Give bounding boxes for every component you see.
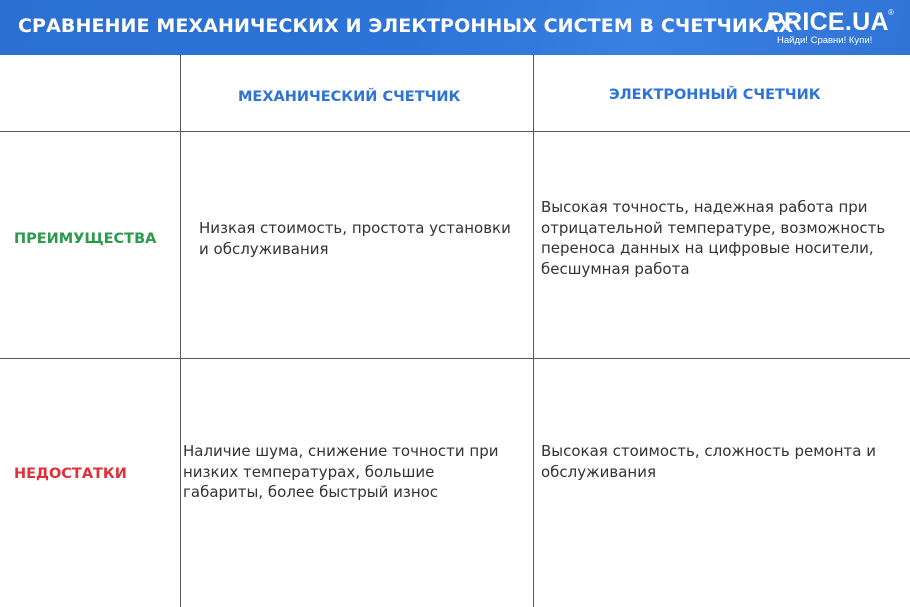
cell-line: Высокая стоимость, сложность ремонта и — [541, 442, 876, 460]
cell-disadvantages-electronic — [541, 441, 876, 482]
cell-advantages-electronic — [541, 197, 885, 279]
logo-slogan: Найди! Сравни! Купи! — [777, 35, 873, 46]
cell-line: отрицательной температуре, возможность — [541, 218, 886, 237]
cell-line: габариты, более быстрый износ — [183, 483, 439, 501]
cell-advantages-mechanical — [199, 218, 511, 259]
row-label-disadvantages: НЕДОСТАТКИ — [14, 466, 127, 482]
page-title: СРАВНЕНИЕ МЕХАНИЧЕСКИХ И ЭЛЕКТРОННЫХ СИСТЕМ В СЧЕТЧИКАХ — [18, 15, 794, 37]
cell-line: и обслуживания — [199, 239, 329, 258]
row-divider-1 — [0, 131, 910, 132]
logo-name: PRICE.UA — [767, 8, 889, 36]
price-ua-logo[interactable] — [767, 8, 902, 48]
comparison-table — [0, 55, 910, 607]
registered-mark: ® — [888, 8, 894, 17]
cell-disadvantages-mechanical — [183, 441, 499, 503]
column-divider-2 — [533, 55, 534, 607]
cell-line: Высокая точность, надежная работа при — [541, 198, 868, 216]
cell-line: Низкая стоимость, простота установки — [199, 219, 511, 237]
row-divider-2 — [0, 358, 910, 359]
cell-line: низких температурах, большие — [183, 462, 435, 481]
column-header-electronic: ЭЛЕКТРОННЫЙ СЧЕТЧИК — [609, 87, 821, 103]
column-divider-1 — [180, 55, 181, 607]
row-label-advantages: ПРЕИМУЩЕСТВА — [14, 231, 157, 247]
cell-line: переноса данных на цифровые носители, — [541, 239, 874, 257]
cell-line: бесшумная работа — [541, 259, 690, 278]
cell-line: Наличие шума, снижение точности при — [183, 442, 499, 460]
cell-line: обслуживания — [541, 462, 657, 481]
header-banner — [0, 0, 910, 55]
column-header-mechanical: МЕХАНИЧЕСКИЙ СЧЕТЧИК — [238, 89, 461, 105]
